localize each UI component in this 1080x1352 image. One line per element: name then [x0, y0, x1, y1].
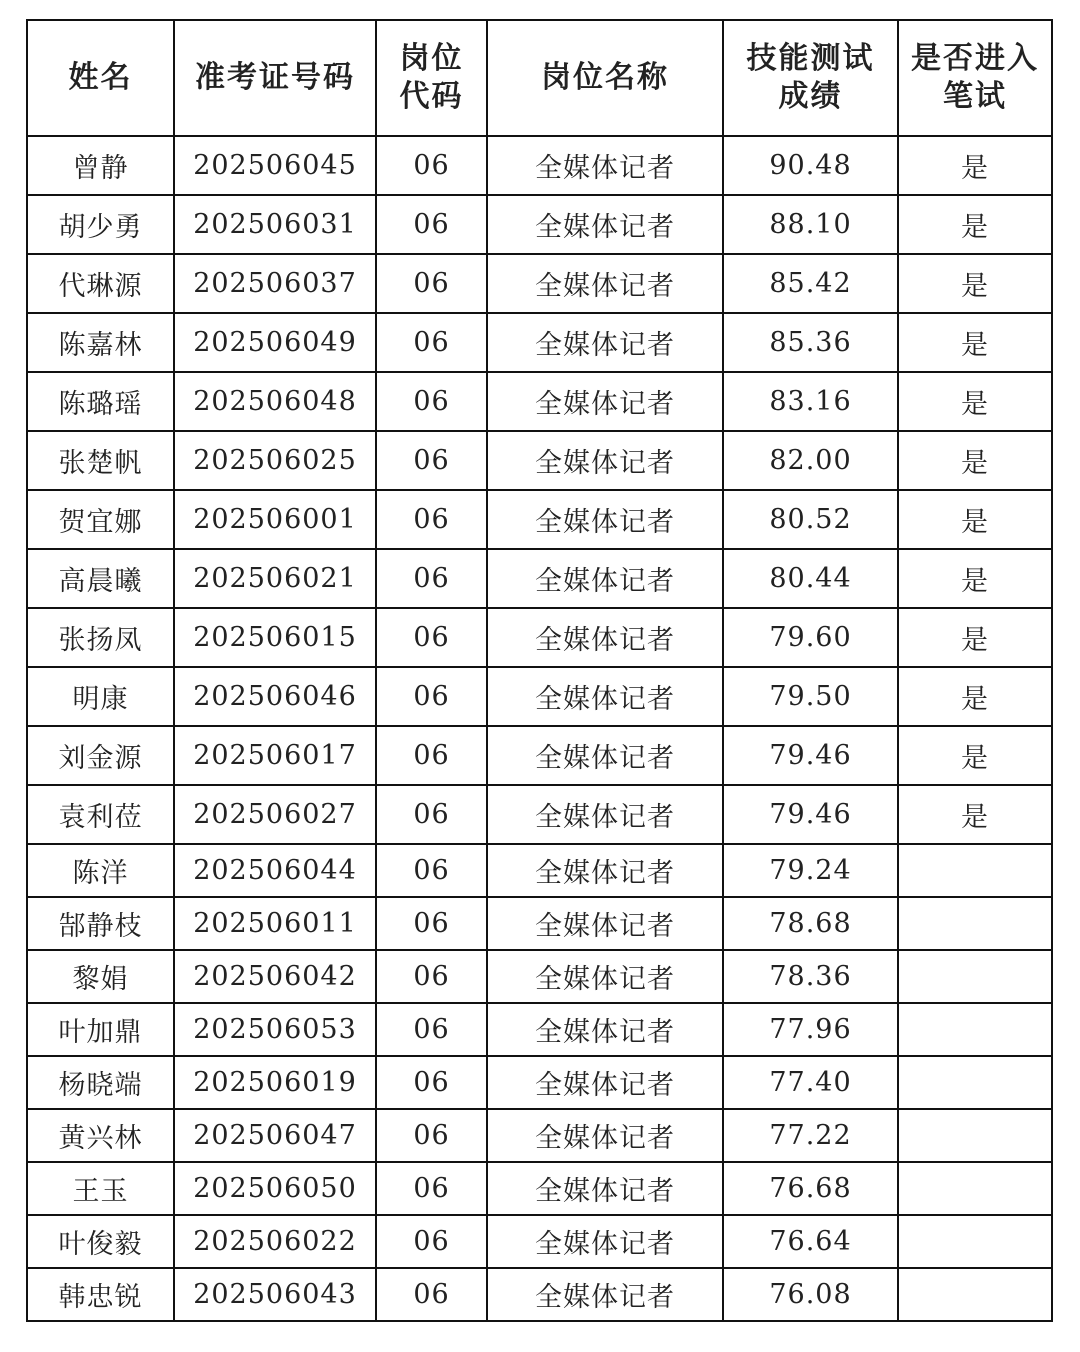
- cell-name: 高晨曦: [27, 549, 174, 608]
- cell-position-name: 全媒体记者: [487, 313, 723, 372]
- cell-written-test: [898, 950, 1052, 1003]
- cell-position-code: 06: [376, 1003, 487, 1056]
- cell-position-code: 06: [376, 1109, 487, 1162]
- table-row: [27, 667, 1052, 726]
- cell-position-code: 06: [376, 667, 487, 726]
- cell-skill-score: 88.10: [723, 195, 898, 254]
- cell-written-test: 是: [898, 195, 1052, 254]
- cell-position-name: 全媒体记者: [487, 1162, 723, 1215]
- cell-skill-score: 76.08: [723, 1268, 898, 1321]
- table-row: [27, 431, 1052, 490]
- cell-written-test: [898, 1268, 1052, 1321]
- cell-position-name: 全媒体记者: [487, 844, 723, 897]
- cell-name: 陈洋: [27, 844, 174, 897]
- cell-position-name: 全媒体记者: [487, 1003, 723, 1056]
- cell-position-name: 全媒体记者: [487, 897, 723, 950]
- cell-position-name: 全媒体记者: [487, 1109, 723, 1162]
- cell-skill-score: 83.16: [723, 372, 898, 431]
- cell-position-name: 全媒体记者: [487, 490, 723, 549]
- cell-written-test: 是: [898, 549, 1052, 608]
- cell-position-code: 06: [376, 195, 487, 254]
- cell-written-test: [898, 1056, 1052, 1109]
- cell-position-name: 全媒体记者: [487, 195, 723, 254]
- cell-written-test: [898, 1215, 1052, 1268]
- cell-name: 陈嘉林: [27, 313, 174, 372]
- cell-skill-score: 79.46: [723, 726, 898, 785]
- cell-written-test: 是: [898, 254, 1052, 313]
- table-row: [27, 313, 1052, 372]
- cell-exam-no: 202506037: [174, 254, 376, 313]
- cell-position-name: 全媒体记者: [487, 950, 723, 1003]
- cell-written-test: 是: [898, 431, 1052, 490]
- table-body: [27, 136, 1052, 1321]
- cell-name: 曾静: [27, 136, 174, 195]
- table-row: [27, 897, 1052, 950]
- cell-name: 刘金源: [27, 726, 174, 785]
- cell-name: 郜静枝: [27, 897, 174, 950]
- header-position-code: [376, 20, 487, 136]
- cell-exam-no: 202506022: [174, 1215, 376, 1268]
- table-row: [27, 785, 1052, 844]
- cell-skill-score: 85.42: [723, 254, 898, 313]
- table-row: [27, 1268, 1052, 1321]
- cell-exam-no: 202506053: [174, 1003, 376, 1056]
- cell-position-code: 06: [376, 1215, 487, 1268]
- cell-position-code: 06: [376, 372, 487, 431]
- header-exam-no: [174, 20, 376, 136]
- cell-position-name: 全媒体记者: [487, 1215, 723, 1268]
- cell-name: 陈璐瑶: [27, 372, 174, 431]
- cell-position-code: 06: [376, 431, 487, 490]
- cell-exam-no: 202506025: [174, 431, 376, 490]
- cell-written-test: 是: [898, 136, 1052, 195]
- cell-written-test: [898, 844, 1052, 897]
- cell-position-code: 06: [376, 254, 487, 313]
- cell-exam-no: 202506021: [174, 549, 376, 608]
- cell-skill-score: 76.68: [723, 1162, 898, 1215]
- cell-name: 韩忠锐: [27, 1268, 174, 1321]
- cell-skill-score: 80.52: [723, 490, 898, 549]
- cell-skill-score: 79.24: [723, 844, 898, 897]
- cell-exam-no: 202506042: [174, 950, 376, 1003]
- cell-skill-score: 79.60: [723, 608, 898, 667]
- cell-position-code: 06: [376, 1268, 487, 1321]
- cell-exam-no: 202506031: [174, 195, 376, 254]
- cell-position-code: 06: [376, 726, 487, 785]
- cell-name: 黄兴林: [27, 1109, 174, 1162]
- cell-position-name: 全媒体记者: [487, 136, 723, 195]
- cell-exam-no: 202506001: [174, 490, 376, 549]
- cell-skill-score: 77.22: [723, 1109, 898, 1162]
- cell-written-test: 是: [898, 313, 1052, 372]
- cell-position-code: 06: [376, 897, 487, 950]
- header-row: [27, 20, 1052, 136]
- header-text: 准考证号码: [195, 60, 355, 95]
- cell-position-name: 全媒体记者: [487, 1056, 723, 1109]
- cell-written-test: 是: [898, 490, 1052, 549]
- cell-skill-score: 76.64: [723, 1215, 898, 1268]
- cell-exam-no: 202506047: [174, 1109, 376, 1162]
- cell-position-code: 06: [376, 490, 487, 549]
- cell-exam-no: 202506017: [174, 726, 376, 785]
- cell-position-name: 全媒体记者: [487, 431, 723, 490]
- cell-exam-no: 202506046: [174, 667, 376, 726]
- table-row: [27, 844, 1052, 897]
- table-row: [27, 950, 1052, 1003]
- cell-name: 代琳源: [27, 254, 174, 313]
- table-row: [27, 490, 1052, 549]
- table-row: [27, 1215, 1052, 1268]
- cell-position-name: 全媒体记者: [487, 372, 723, 431]
- cell-written-test: 是: [898, 785, 1052, 844]
- cell-written-test: 是: [898, 372, 1052, 431]
- cell-skill-score: 78.68: [723, 897, 898, 950]
- header-text: 成绩: [778, 79, 843, 114]
- cell-exam-no: 202506011: [174, 897, 376, 950]
- cell-skill-score: 77.96: [723, 1003, 898, 1056]
- header-text: 笔试: [943, 79, 1007, 114]
- cell-name: 袁利莅: [27, 785, 174, 844]
- table-row: [27, 1109, 1052, 1162]
- cell-written-test: [898, 897, 1052, 950]
- cell-position-code: 06: [376, 1162, 487, 1215]
- table-row: [27, 549, 1052, 608]
- cell-position-code: 06: [376, 136, 487, 195]
- header-text: 姓名: [68, 60, 133, 95]
- cell-position-code: 06: [376, 844, 487, 897]
- cell-position-name: 全媒体记者: [487, 1268, 723, 1321]
- header-skill-score: [723, 20, 898, 136]
- cell-position-name: 全媒体记者: [487, 667, 723, 726]
- cell-skill-score: 78.36: [723, 950, 898, 1003]
- cell-position-name: 全媒体记者: [487, 254, 723, 313]
- cell-exam-no: 202506049: [174, 313, 376, 372]
- cell-skill-score: 85.36: [723, 313, 898, 372]
- cell-exam-no: 202506015: [174, 608, 376, 667]
- cell-exam-no: 202506048: [174, 372, 376, 431]
- cell-position-code: 06: [376, 608, 487, 667]
- cell-position-code: 06: [376, 785, 487, 844]
- table-row: [27, 1162, 1052, 1215]
- table-row: [27, 195, 1052, 254]
- header-text: 技能测试: [746, 41, 875, 76]
- cell-written-test: 是: [898, 608, 1052, 667]
- cell-skill-score: 90.48: [723, 136, 898, 195]
- cell-exam-no: 202506050: [174, 1162, 376, 1215]
- cell-exam-no: 202506045: [174, 136, 376, 195]
- table-row: [27, 254, 1052, 313]
- cell-written-test: [898, 1162, 1052, 1215]
- table-row: [27, 372, 1052, 431]
- cell-written-test: 是: [898, 726, 1052, 785]
- cell-name: 叶俊毅: [27, 1215, 174, 1268]
- cell-name: 杨晓端: [27, 1056, 174, 1109]
- cell-written-test: [898, 1109, 1052, 1162]
- table-row: [27, 608, 1052, 667]
- cell-name: 叶加鼎: [27, 1003, 174, 1056]
- cell-exam-no: 202506043: [174, 1268, 376, 1321]
- cell-position-name: 全媒体记者: [487, 726, 723, 785]
- score-table: [26, 19, 1053, 1322]
- header-text: 代码: [399, 79, 464, 114]
- cell-skill-score: 79.46: [723, 785, 898, 844]
- cell-position-name: 全媒体记者: [487, 608, 723, 667]
- cell-position-code: 06: [376, 1056, 487, 1109]
- cell-position-code: 06: [376, 549, 487, 608]
- cell-written-test: [898, 1003, 1052, 1056]
- cell-position-code: 06: [376, 313, 487, 372]
- cell-name: 明康: [27, 667, 174, 726]
- cell-position-code: 06: [376, 950, 487, 1003]
- header-written-test: [898, 20, 1052, 136]
- cell-name: 张楚帆: [27, 431, 174, 490]
- table-row: [27, 726, 1052, 785]
- cell-exam-no: 202506019: [174, 1056, 376, 1109]
- table-row: [27, 1003, 1052, 1056]
- cell-skill-score: 80.44: [723, 549, 898, 608]
- cell-skill-score: 79.50: [723, 667, 898, 726]
- cell-name: 王玉: [27, 1162, 174, 1215]
- cell-written-test: 是: [898, 667, 1052, 726]
- table-header: [27, 20, 1052, 136]
- table-row: [27, 1056, 1052, 1109]
- cell-exam-no: 202506044: [174, 844, 376, 897]
- cell-position-name: 全媒体记者: [487, 549, 723, 608]
- header-text: 岗位名称: [541, 60, 669, 95]
- table-row: [27, 136, 1052, 195]
- cell-name: 贺宜娜: [27, 490, 174, 549]
- header-text: 是否进入: [911, 41, 1039, 76]
- header-name: [27, 20, 174, 136]
- header-position-name: [487, 20, 723, 136]
- header-text: 岗位: [399, 41, 464, 76]
- cell-name: 张扬凤: [27, 608, 174, 667]
- cell-skill-score: 77.40: [723, 1056, 898, 1109]
- cell-skill-score: 82.00: [723, 431, 898, 490]
- cell-name: 黎娟: [27, 950, 174, 1003]
- cell-name: 胡少勇: [27, 195, 174, 254]
- cell-position-name: 全媒体记者: [487, 785, 723, 844]
- cell-exam-no: 202506027: [174, 785, 376, 844]
